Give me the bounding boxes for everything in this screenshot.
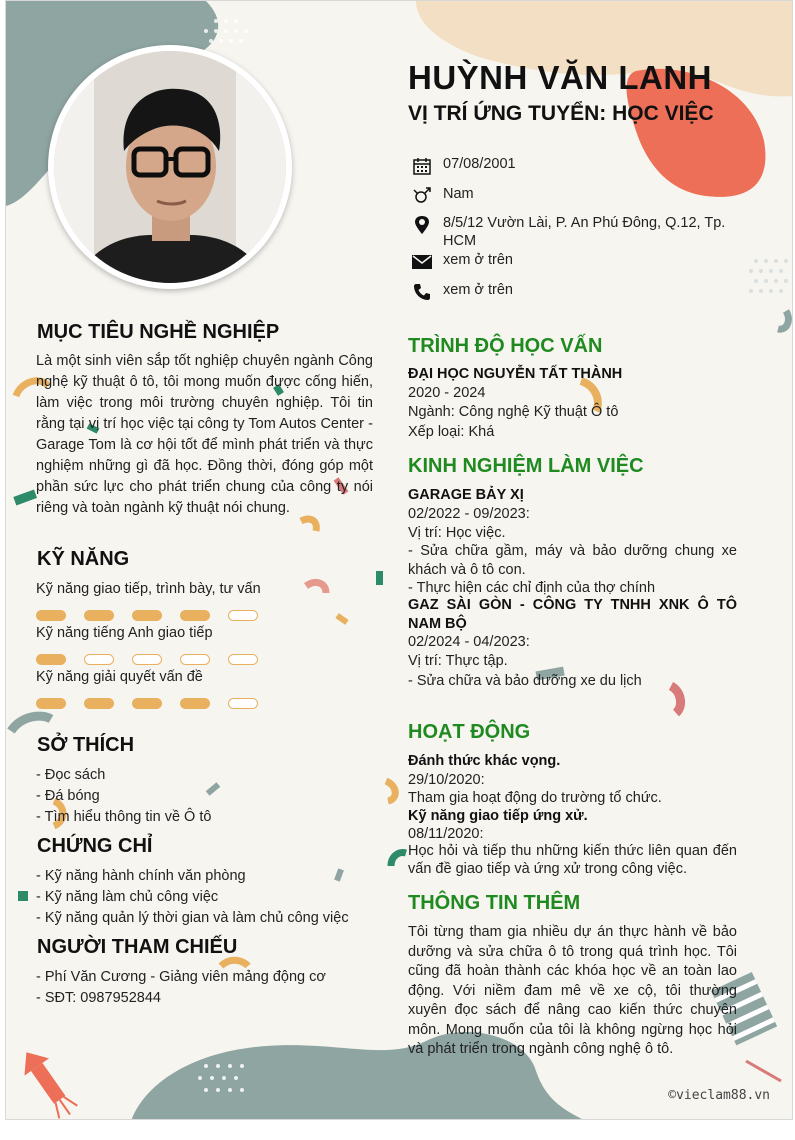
profile-photo-frame [48, 45, 292, 289]
activity-description: Tham gia hoạt động do trường tổ chức. [408, 790, 662, 806]
job-role: Vị trí: Học việc. [408, 525, 506, 541]
rating-pill-empty [228, 610, 258, 621]
references-title: NGƯỜI THAM CHIẾU [37, 936, 238, 958]
objective-text: Là một sinh viên sắp tốt nghiệp chuyên ngành Công nghệ kỹ thuật ô tô, tôi mong muốn được cống hiến, làm việc trong môi trường chuyên nghiệp. Tôi tin rằng tại vị trí học việc tại công ty Tom Autos Center - Garage Tom là cơ hội tốt để mình phát triển và thực nghiệm những gì đã học. Đồng thời, đóng góp một phần sức lực cho phát triển chung của công ty nói riêng và toàn ngành kỹ thuật nói chung. [36, 353, 373, 516]
email-icon [411, 251, 433, 273]
job-role: Vị trí: Thực tập. [408, 653, 508, 669]
school-name: ĐẠI HỌC NGUYỄN TẤT THÀNH [408, 366, 623, 382]
location-pin-icon [411, 214, 433, 236]
education-title: TRÌNH ĐỘ HỌC VẤN [408, 335, 603, 357]
hobby-item: - Đọc sách [36, 767, 106, 783]
gender-text: Nam [443, 186, 474, 202]
reference-item: - Phí Văn Cương - Giảng viên mảng động cơ [36, 969, 326, 985]
rating-pill-filled [84, 610, 114, 621]
phone-icon [411, 281, 433, 303]
job-description: - Sửa chữa gầm, máy và bảo dưỡng chung xe khách và ô tô con. [408, 543, 737, 578]
job-period: 02/2022 - 09/2023: [408, 506, 530, 522]
certificate-item: - Kỹ năng làm chủ công việc [36, 889, 219, 905]
rating-pill-empty [132, 654, 162, 665]
education-period: 2020 - 2024 [408, 385, 486, 401]
skill-label: Kỹ năng giải quyết vấn đề [36, 669, 203, 685]
rating-pill-empty [228, 654, 258, 665]
education-major: Ngành: Công nghệ Kỹ thuật Ô tô [408, 404, 619, 420]
certificate-item: - Kỹ năng quản lý thời gian và làm chủ công việc [36, 910, 349, 926]
additional-info-title: THÔNG TIN THÊM [408, 892, 581, 914]
contact-gender [411, 185, 743, 207]
activities-title: HOẠT ĐỘNG [408, 721, 531, 743]
rating-pill-empty [228, 698, 258, 709]
job-description: - Sửa chữa và bảo dưỡng xe du lịch [408, 673, 642, 689]
experience-title: KINH NGHIỆM LÀM VIỆC [408, 455, 644, 477]
rating-pill-filled [36, 698, 66, 709]
rating-pill-filled [180, 698, 210, 709]
reference-item: - SĐT: 0987952844 [36, 990, 161, 1006]
rating-pill-filled [180, 610, 210, 621]
contact-email [411, 251, 743, 273]
rating-pill-filled [132, 698, 162, 709]
rating-pill-empty [84, 654, 114, 665]
rating-pill-filled [36, 610, 66, 621]
skill-rating [36, 610, 258, 621]
certificate-item: - Kỹ năng hành chính văn phòng [36, 868, 246, 884]
activity-date: 29/10/2020: [408, 772, 485, 788]
rating-pill-empty [180, 654, 210, 665]
candidate-name: HUỲNH VĂN LANH [408, 59, 712, 96]
phone-text: xem ở trên [443, 282, 513, 298]
calendar-icon [411, 155, 433, 177]
job-period: 02/2024 - 04/2023: [408, 634, 530, 650]
rating-pill-filled [84, 698, 114, 709]
birthdate-text: 07/08/2001 [443, 156, 516, 172]
activity-description: Học hỏi và tiếp thu những kiến thức liên quan đến vấn đề giao tiếp và ứng xử trong công việc. [408, 843, 737, 877]
profile-photo [54, 51, 286, 283]
job-description: - Thực hiện các chỉ định của thợ chính [408, 580, 656, 596]
contact-birthdate [411, 155, 743, 177]
company-name: GAZ SÀI GÒN - CÔNG TY TNHH XNK Ô TÔ NAM BỘ [408, 597, 737, 632]
address-text: 8/5/12 Vườn Lài, P. An Phú Đông, Q.12, Tp. HCM [443, 215, 726, 249]
rating-pill-filled [36, 654, 66, 665]
contact-phone [411, 281, 743, 303]
footer-watermark: ©vieclam88.vn [668, 1088, 770, 1103]
applied-position: VỊ TRÍ ỨNG TUYỂN: HỌC VIỆC [408, 102, 714, 125]
activity-name: Đánh thức khác vọng. [408, 753, 561, 769]
cv-page [5, 0, 793, 1120]
activity-date: 08/11/2020: [408, 826, 484, 842]
company-name: GARAGE BẢY XỊ [408, 487, 524, 503]
email-text: xem ở trên [443, 252, 513, 268]
objective-title: MỤC TIÊU NGHỀ NGHIỆP [37, 321, 280, 343]
skill-rating [36, 654, 258, 665]
skills-title: KỸ NĂNG [37, 548, 130, 570]
skill-rating [36, 698, 258, 709]
hobbies-title: SỞ THÍCH [37, 734, 135, 756]
portrait-image [54, 51, 286, 283]
skill-label: Kỹ năng tiếng Anh giao tiếp [36, 625, 213, 641]
activity-name: Kỹ năng giao tiếp ứng xử. [408, 808, 588, 824]
contact-address [411, 214, 743, 250]
additional-info-text: Tôi từng tham gia nhiều dự án thực hành về bảo dưỡng và sửa chữa ô tô trong quá trình học. Tôi cũng đã hoàn thành các khóa học về an toàn lao động. Với niềm đam mê về xe cộ, tôi thường xuyên đọc sách để nâng cao kiến thức chuyên môn. Mong muốn của tôi là không ngừng học hỏi và phát triển trong ngành công nghệ ô tô. [408, 924, 737, 1057]
hobby-item: - Đá bóng [36, 788, 100, 804]
rating-pill-filled [132, 610, 162, 621]
gender-icon [411, 185, 433, 207]
hobby-item: - Tìm hiểu thông tin về Ô tô [36, 809, 212, 825]
certificates-title: CHỨNG CHỈ [37, 835, 153, 857]
skill-label: Kỹ năng giao tiếp, trình bày, tư vấn [36, 581, 261, 597]
education-grade: Xếp loại: Khá [408, 424, 495, 440]
